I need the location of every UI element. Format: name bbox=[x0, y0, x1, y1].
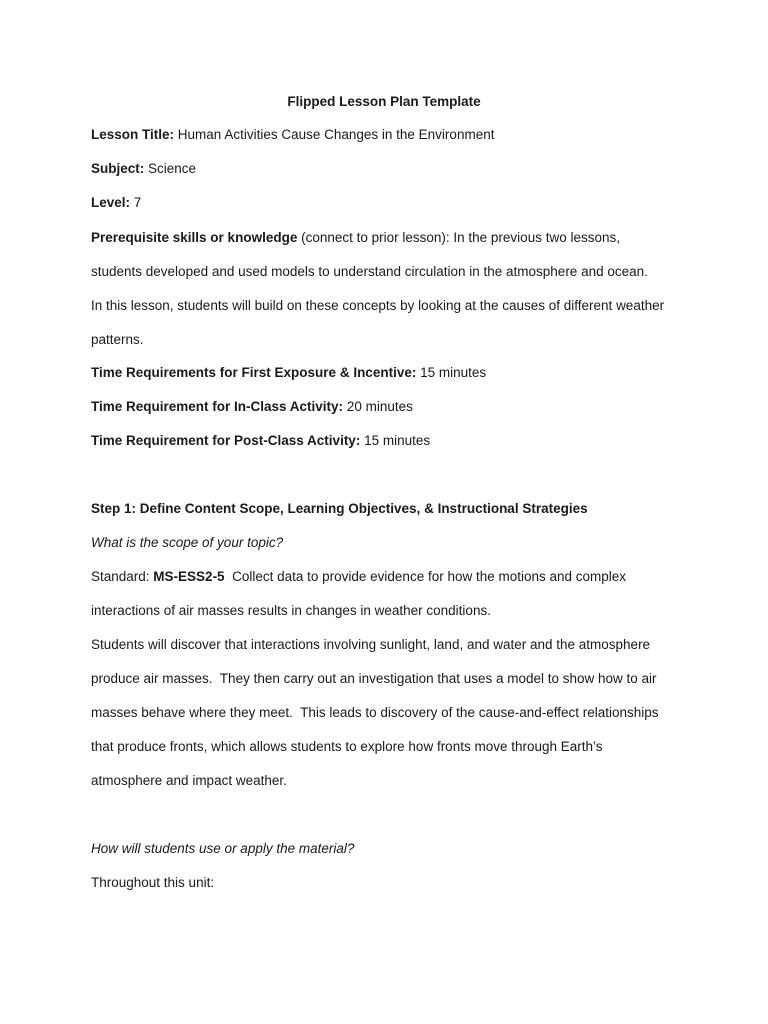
paragraph-line-2: produce air masses. They then carry out an investigation that uses a model to show how to air bbox=[91, 671, 657, 686]
scope-question bbox=[91, 534, 283, 552]
paragraph-line-5: atmosphere and impact weather. bbox=[91, 773, 287, 788]
prerequisite-line-3: In this lesson, students will build on these concepts by looking at the causes of different weather bbox=[91, 298, 665, 313]
time-first-exposure-value: 15 minutes bbox=[420, 365, 487, 380]
subject-value: Science bbox=[148, 161, 197, 176]
time-first-exposure-label: Time Requirements for First Exposure & Incentive: bbox=[91, 365, 417, 380]
time-post-class-line bbox=[91, 432, 430, 450]
time-post-class-value: 15 minutes bbox=[364, 433, 431, 448]
level-line bbox=[91, 194, 141, 212]
paragraph-line-4: that produce fronts, which allows students to explore how fronts move through Earth’s bbox=[91, 739, 603, 754]
prerequisite-line-1 bbox=[91, 229, 620, 247]
lesson-title-line bbox=[91, 126, 494, 144]
document-title: Flipped Lesson Plan Template bbox=[287, 94, 481, 109]
time-post-class-label: Time Requirement for Post-Class Activity: bbox=[91, 433, 361, 448]
step1-heading-text: Step 1: Define Content Scope, Learning Objectives, & Instructional Strategies bbox=[91, 501, 588, 516]
time-in-class-label: Time Requirement for In-Class Activity: bbox=[91, 399, 344, 414]
subject-label: Subject: bbox=[91, 161, 145, 176]
prerequisite-label: Prerequisite skills or knowledge bbox=[91, 230, 298, 245]
level-label: Level: bbox=[91, 195, 131, 210]
time-first-exposure-line bbox=[91, 364, 486, 382]
paragraph-line-3: masses behave where they meet. This leads to discovery of the cause-and-effect relationships bbox=[91, 705, 659, 720]
apply-question bbox=[91, 840, 354, 858]
standard-line-2: interactions of air masses results in changes in weather conditions. bbox=[91, 603, 491, 618]
paragraph-line-1: Students will discover that interactions involving sunlight, land, and water and the atmosphere bbox=[91, 637, 651, 652]
prerequisite-text-1: (connect to prior lesson): In the previous two lessons, bbox=[297, 230, 620, 245]
prerequisite-line-2: students developed and used models to understand circulation in the atmosphere and ocean. bbox=[91, 264, 648, 279]
time-in-class-value: 20 minutes bbox=[346, 399, 413, 414]
step1-heading bbox=[91, 500, 588, 518]
apply-question-text: How will students use or apply the material? bbox=[91, 841, 355, 856]
throughout-line: Throughout this unit: bbox=[91, 875, 215, 890]
standard-code: MS-ESS2-5 bbox=[153, 569, 225, 584]
lesson-title-label: Lesson Title: bbox=[91, 127, 175, 142]
scope-question-text: What is the scope of your topic? bbox=[91, 535, 284, 550]
time-in-class-line bbox=[91, 398, 413, 416]
standard-prefix: Standard: bbox=[91, 569, 154, 584]
standard-line-1 bbox=[91, 568, 626, 586]
level-value: 7 bbox=[133, 195, 142, 210]
prerequisite-line-4: patterns. bbox=[91, 332, 144, 347]
subject-line bbox=[91, 160, 196, 178]
lesson-title-value: Human Activities Cause Changes in the Environment bbox=[177, 127, 495, 142]
standard-text: Collect data to provide evidence for how the motions and complex bbox=[224, 569, 627, 584]
